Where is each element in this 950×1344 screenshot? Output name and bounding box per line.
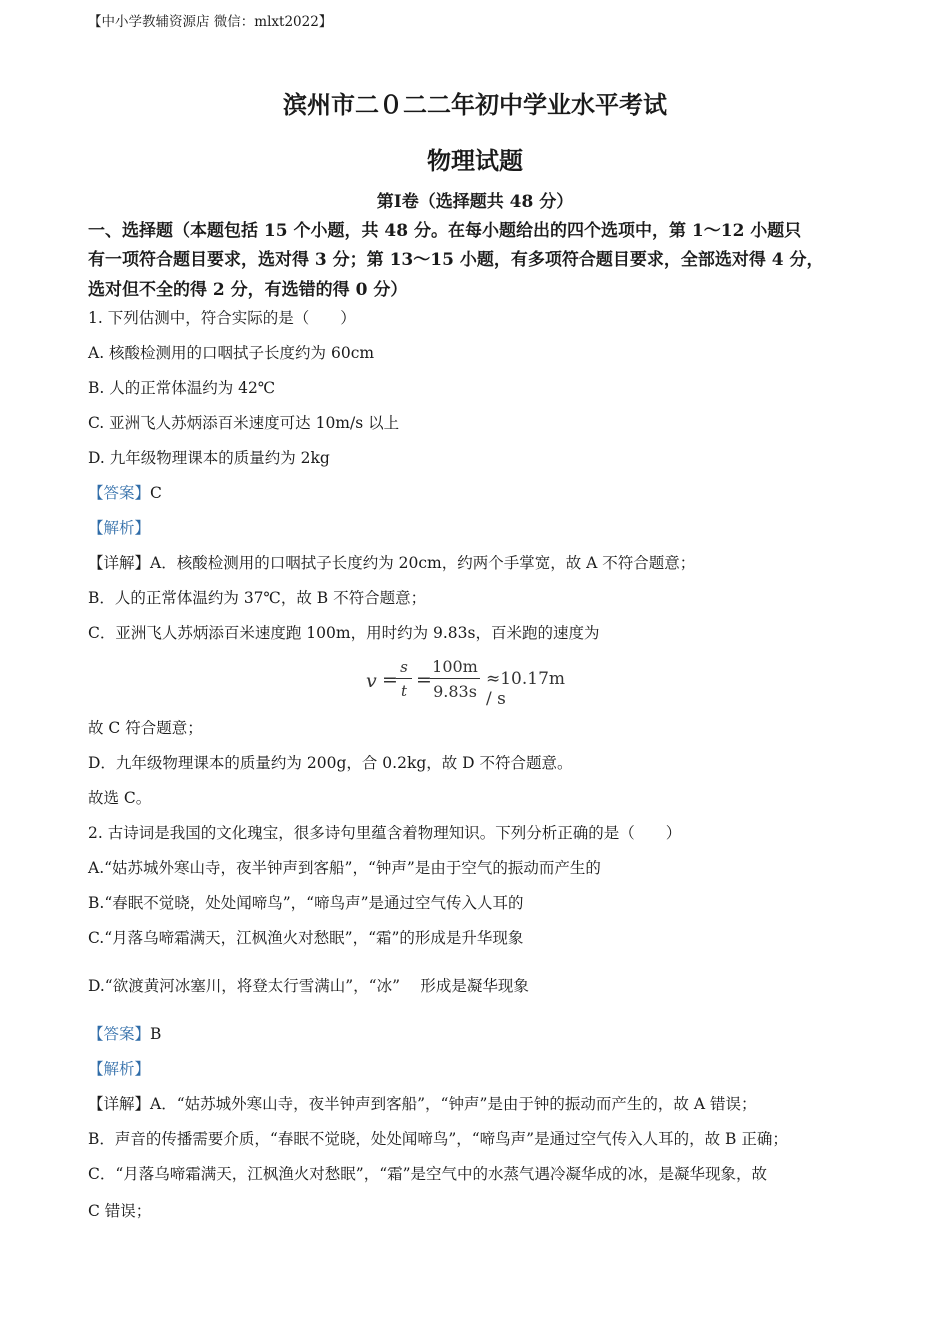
q2-option-a: A.“姑苏城外寒山寺，夜半钟声到客船”，“钟声”是由于空气的振动而产生的 <box>88 859 601 877</box>
formula-v: v <box>366 670 377 692</box>
formula-s: s <box>396 656 412 679</box>
formula-denominator: 9.83s <box>433 682 477 701</box>
formula-numerator: 100m <box>430 656 480 679</box>
detail-tag: 【详解】 <box>88 1095 151 1113</box>
q2-option-c: C.“月落乌啼霜满天，江枫渔火对愁眠”，“霜”的形成是升华现象 <box>88 929 524 947</box>
detail-text: A．“姑苏城外寒山寺，夜半钟声到客船”，“钟声”是由于钟的振动而产生的，故 A 错误； <box>150 1095 757 1113</box>
q1-detail-c: C．亚洲飞人苏炳添百米速度跑 100m，用时约为 9.83s，百米跑的速度为 <box>88 624 600 642</box>
q1-option-c: C. 亚洲飞人苏炳添百米速度可达 10m/s 以上 <box>88 414 400 432</box>
formula-equals-2: = <box>416 669 432 691</box>
q2-detail-a <box>88 1094 756 1114</box>
answer-value: C <box>150 484 162 502</box>
formula-result: ≈10.17m / s <box>486 669 566 709</box>
q2-option-d: D.“欲渡黄河冰塞川，将登太行雪满山”，“冰” 形成是凝华现象 <box>88 977 529 995</box>
formula-fraction-symbols <box>396 656 412 701</box>
detail-text: A．核酸检测用的口咽拭子长度约为 20cm，约两个手掌宽，故 A 不符合题意； <box>150 554 696 572</box>
q2-analysis-tag: 【解析】 <box>88 1060 151 1078</box>
detail-tag: 【详解】 <box>88 554 151 572</box>
q1-stem: 1. 下列估测中，符合实际的是（ ） <box>88 309 356 327</box>
volume-title: 第Ⅰ卷（选择题共 48 分） <box>376 192 574 212</box>
q2-detail-c-cont: C 错误； <box>88 1202 152 1220</box>
q1-detail-a <box>88 553 695 573</box>
section-instructions-line-2: 有一项符合题目要求，选对得 3 分；第 13～15 小题，有多项符合题目要求，全部选对得 4 分， <box>88 250 824 270</box>
q2-stem: 2. 古诗词是我国的文化瑰宝，很多诗句里蕴含着物理知识。下列分析正确的是（ ） <box>88 824 682 842</box>
q1-answer <box>88 483 162 503</box>
q1-detail-b: B．人的正常体温约为 37℃，故 B 不符合题意； <box>88 589 427 607</box>
q1-option-b: B. 人的正常体温约为 42℃ <box>88 379 276 397</box>
source-header: 【中小学教辅资源店 微信：mlxt2022】 <box>88 14 333 30</box>
formula-fraction-values <box>430 656 480 701</box>
q2-detail-c: C．“月落乌啼霜满天，江枫渔火对愁眠”，“霜”是空气中的水蒸气遇冷凝华成的冰，是凝华现象，故 <box>88 1165 768 1183</box>
q1-detail-d: D．九年级物理课本的质量约为 200g，合 0.2kg，故 D 不符合题意。 <box>88 754 573 772</box>
q1-option-a: A. 核酸检测用的口咽拭子长度约为 60cm <box>88 344 375 362</box>
answer-value: B <box>150 1025 162 1043</box>
section-instructions-line-1: 一、选择题（本题包括 15 个小题，共 48 分。在每小题给出的四个选项中，第 1～12 小题只 <box>88 221 802 241</box>
q1-final-choice: 故选 C。 <box>88 789 152 807</box>
answer-tag: 【答案】 <box>88 1025 151 1043</box>
q1-analysis-tag: 【解析】 <box>88 519 151 537</box>
exam-title: 滨州市二０二二年初中学业水平考试 <box>283 90 667 119</box>
formula-t: t <box>400 682 408 700</box>
q2-answer <box>88 1024 161 1044</box>
q1-option-d: D. 九年级物理课本的质量约为 2kg <box>88 449 330 467</box>
formula-equals: = <box>382 669 398 691</box>
q2-detail-b: B．声音的传播需要介质，“春眠不觉晓，处处闻啼鸟”，“啼鸟声”是通过空气传入人耳的，故 B 正确； <box>88 1130 788 1148</box>
subject-title: 物理试题 <box>427 146 523 175</box>
q1-detail-c-conclusion: 故 C 符合题意； <box>88 719 203 737</box>
q2-option-b: B.“春眠不觉晓，处处闻啼鸟”，“啼鸟声”是通过空气传入人耳的 <box>88 894 524 912</box>
section-instructions-line-3: 选对但不全的得 2 分，有选错的得 0 分） <box>88 280 408 300</box>
answer-tag: 【答案】 <box>88 484 151 502</box>
